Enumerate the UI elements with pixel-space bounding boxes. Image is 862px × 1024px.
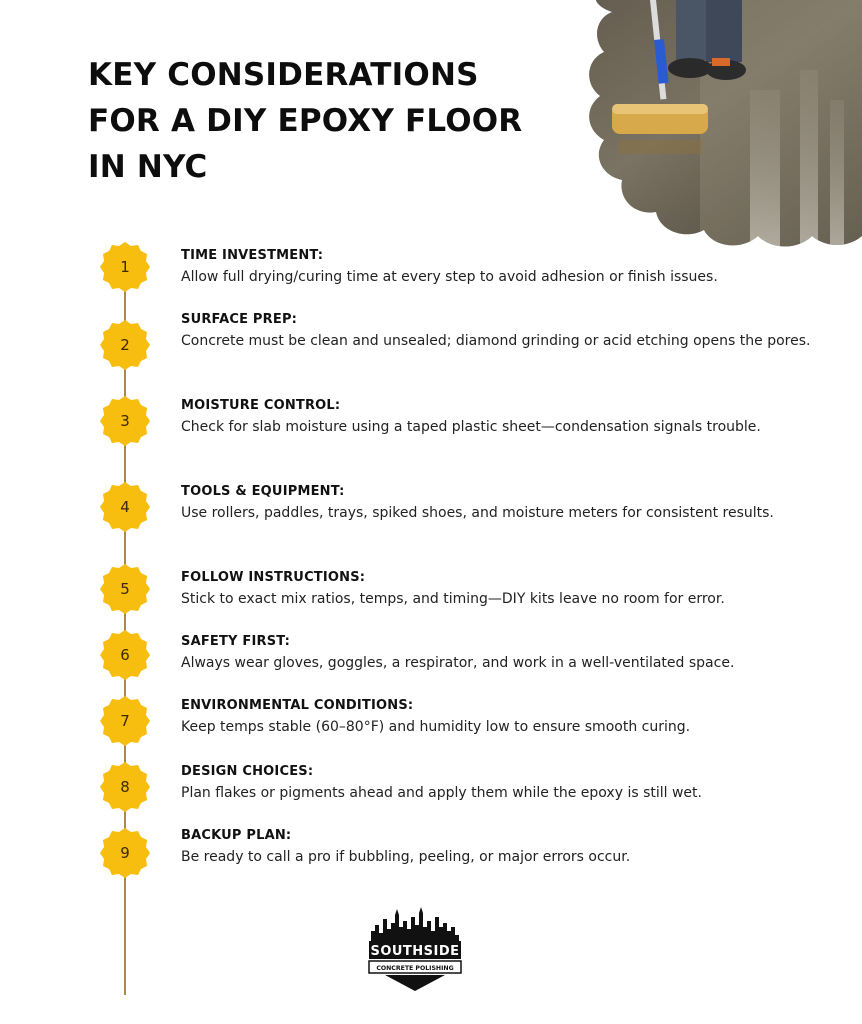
step-marker: [98, 240, 152, 294]
step-number: 6: [120, 646, 130, 664]
item-text: Plan flakes or pigments ahead and apply them while the epoxy is still wet.: [181, 785, 702, 801]
step-marker: [98, 628, 152, 682]
list-item: [181, 826, 831, 868]
item-heading: TOOLS & EQUIPMENT:: [181, 484, 345, 499]
title-line-2: FOR A DIY EPOXY FLOOR: [88, 103, 523, 139]
step-marker: [98, 480, 152, 534]
item-text: Stick to exact mix ratios, temps, and timing—DIY kits leave no room for error.: [181, 591, 725, 607]
item-text: Be ready to call a pro if bubbling, peeling, or major errors occur.: [181, 849, 631, 865]
page-title: [88, 52, 522, 190]
logo-tagline: CONCRETE POLISHING: [376, 965, 454, 972]
list-item: [181, 246, 831, 288]
list-item: [181, 310, 831, 352]
step-number: 2: [120, 336, 130, 354]
step-number: 8: [120, 778, 130, 796]
step-marker: [98, 394, 152, 448]
title-line-3: IN NYC: [88, 149, 208, 185]
list-item: [181, 762, 831, 804]
item-text: Keep temps stable (60–80°F) and humidity low to ensure smooth curing.: [181, 719, 691, 735]
item-text: Concrete must be clean and unsealed; diamond grinding or acid etching opens the pores.: [181, 333, 811, 349]
item-heading: SAFETY FIRST:: [181, 634, 291, 649]
southside-logo: [365, 905, 465, 995]
item-heading: TIME INVESTMENT:: [181, 248, 324, 263]
item-heading: MOISTURE CONTROL:: [181, 398, 341, 413]
item-text: Allow full drying/curing time at every step to avoid adhesion or finish issues.: [181, 269, 718, 285]
skyline-logo-icon: [365, 905, 465, 995]
item-text: Always wear gloves, goggles, a respirator, and work in a well-ventilated space.: [181, 655, 735, 671]
item-heading: ENVIRONMENTAL CONDITIONS:: [181, 698, 414, 713]
list-item: [181, 396, 831, 438]
step-number: 5: [120, 580, 130, 598]
list-item: [181, 568, 831, 610]
list-item: [181, 482, 831, 524]
step-number: 3: [120, 412, 130, 430]
step-marker: [98, 826, 152, 880]
title-line-1: KEY CONSIDERATIONS: [88, 57, 479, 93]
step-number: 1: [120, 258, 130, 276]
item-heading: SURFACE PREP:: [181, 312, 298, 327]
step-marker: [98, 318, 152, 372]
logo-name: SOUTHSIDE: [370, 944, 460, 959]
step-number: 9: [120, 844, 130, 862]
step-marker: [98, 760, 152, 814]
list-item: [181, 696, 831, 738]
item-heading: DESIGN CHOICES:: [181, 764, 314, 779]
item-heading: FOLLOW INSTRUCTIONS:: [181, 570, 366, 585]
step-number: 4: [120, 498, 130, 516]
item-text: Check for slab moisture using a taped plastic sheet—condensation signals trouble.: [181, 419, 761, 435]
step-number: 7: [120, 712, 130, 730]
item-heading: BACKUP PLAN:: [181, 828, 292, 843]
epoxy-roller-photo: [500, 0, 862, 250]
hero-photo: [500, 0, 862, 250]
step-marker: [98, 694, 152, 748]
step-marker: [98, 562, 152, 616]
item-text: Use rollers, paddles, trays, spiked shoes, and moisture meters for consistent results.: [181, 505, 774, 521]
list-item: [181, 632, 831, 674]
